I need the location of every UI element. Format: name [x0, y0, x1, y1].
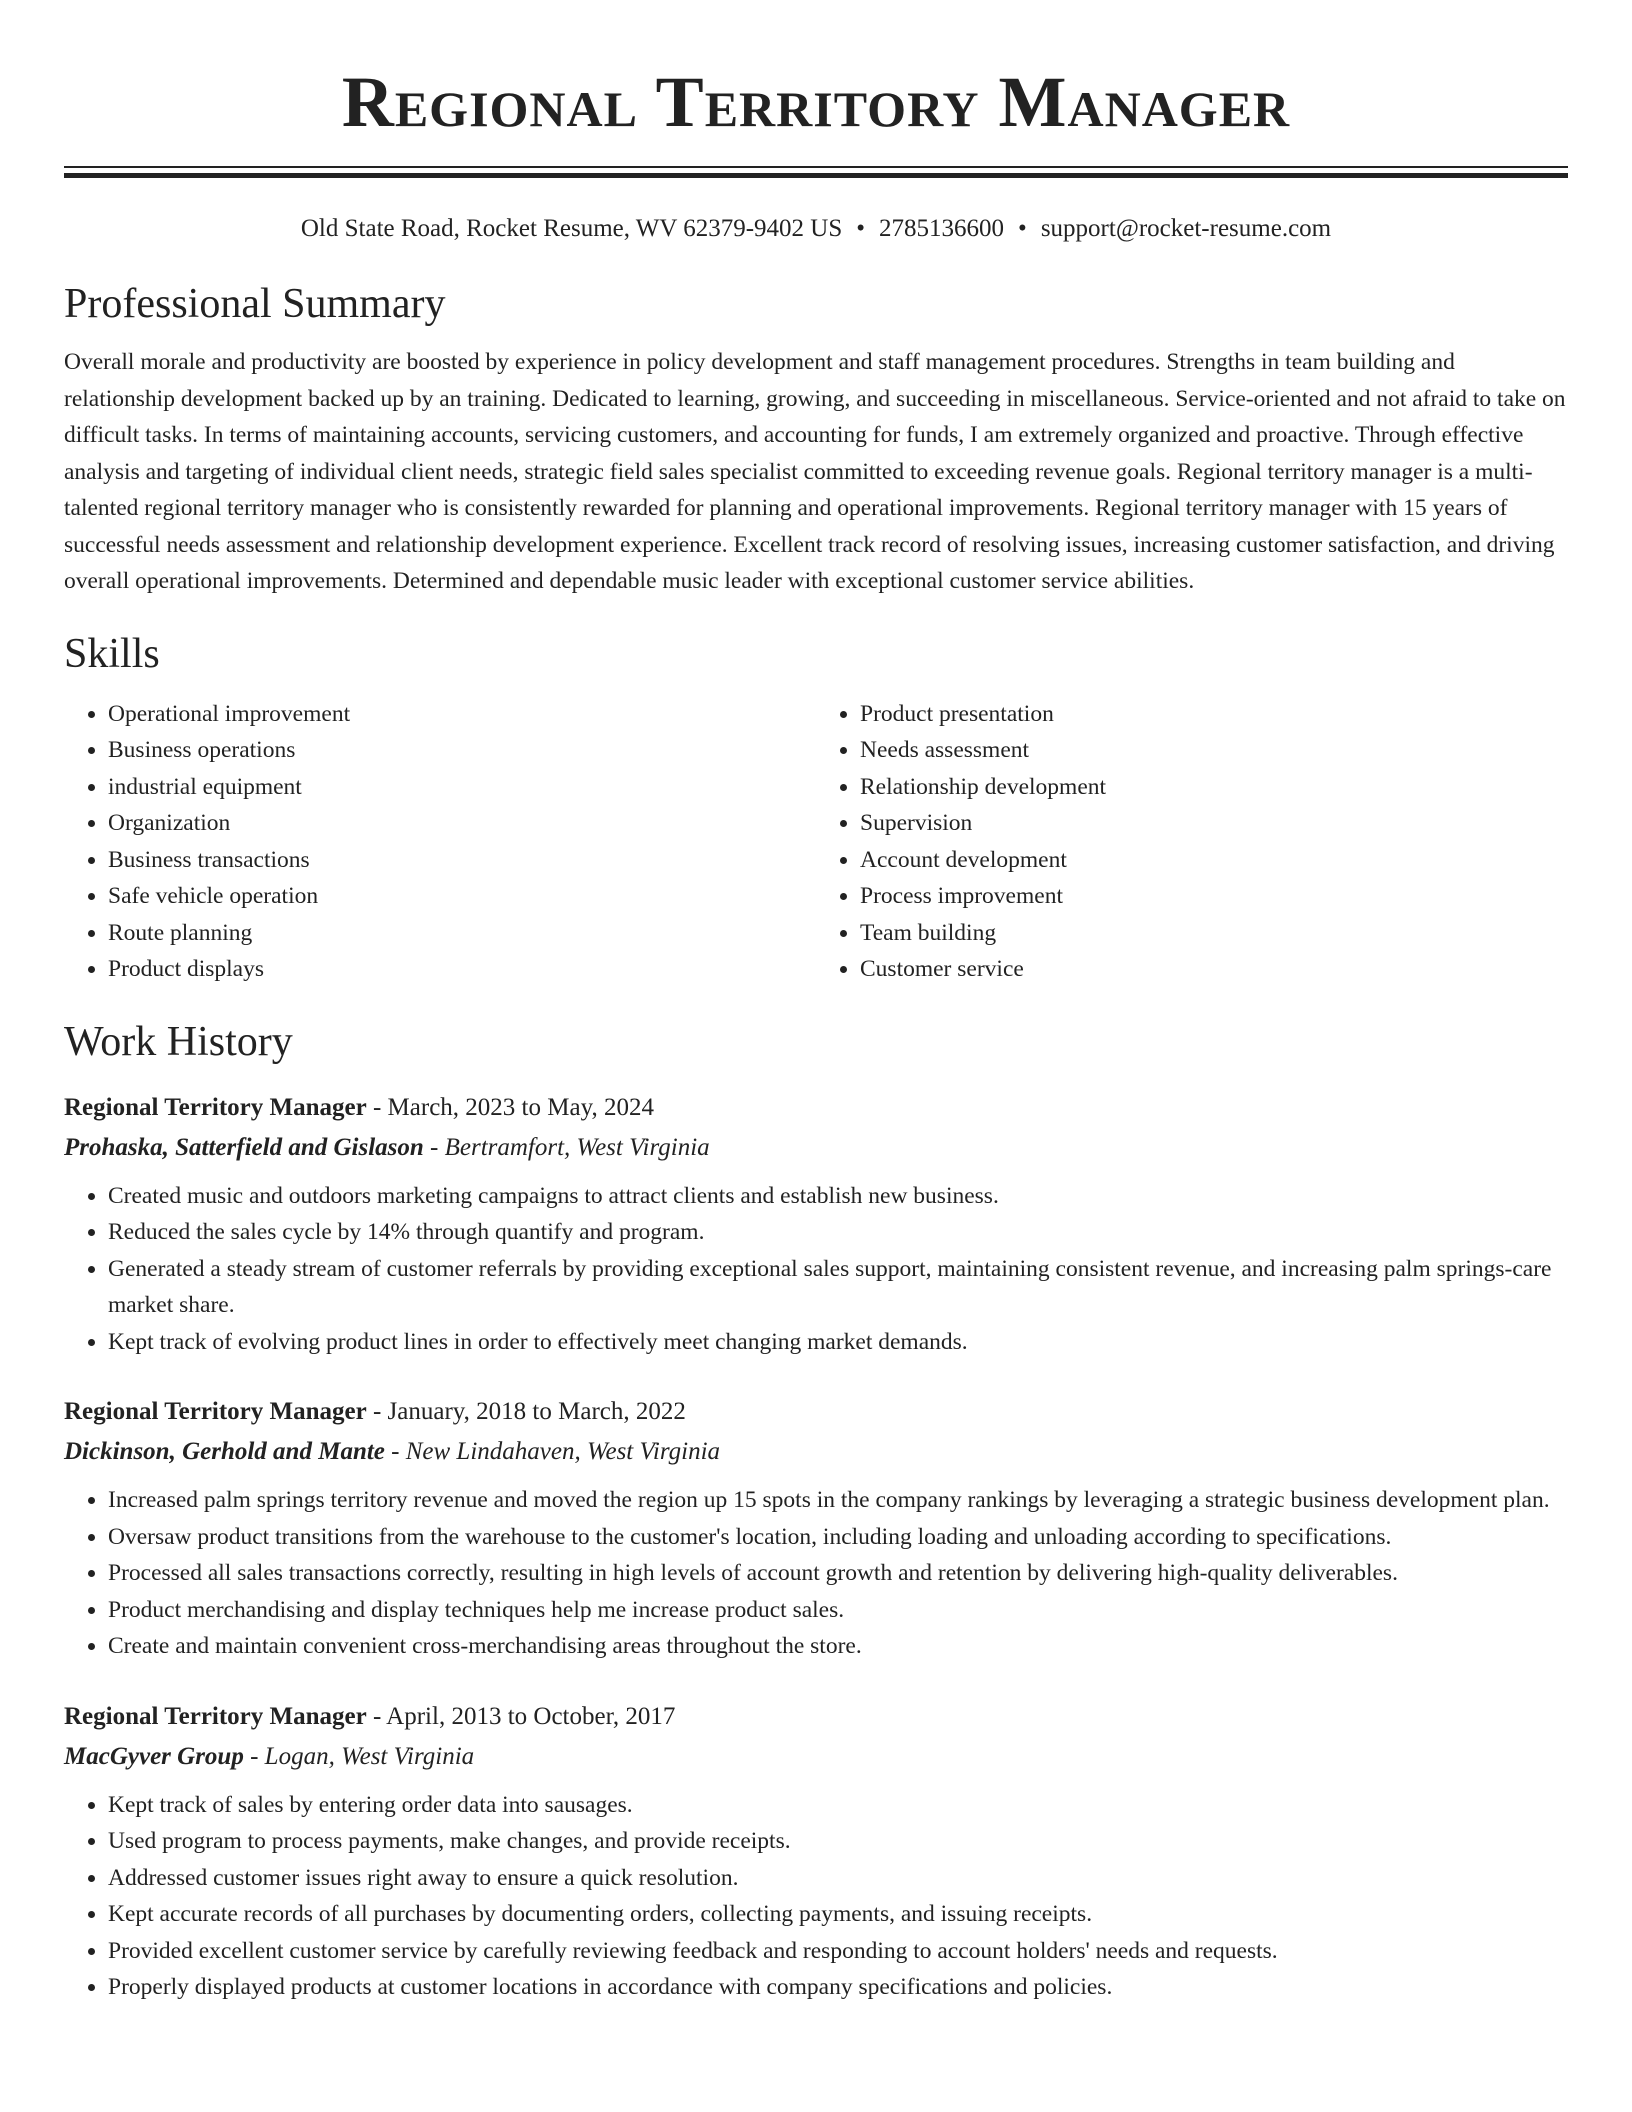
job-bullet: • Increased palm springs territory revenue and moved the region up 15 spots in the company rankings by leveraging a strategic business development plan. — [108, 1482, 1568, 1519]
resume-name: Regional Territory Manager — [341, 62, 1291, 142]
contact-separator: • — [1018, 215, 1027, 242]
skills-list — [64, 696, 1568, 988]
skill-item: • Supervision — [860, 805, 1568, 842]
job-bullet: • Product merchandising and display techniques help me increase product sales. — [108, 1592, 1568, 1629]
job-dates: - March, 2023 to May, 2024 — [366, 1093, 654, 1121]
skill-item: • Process improvement — [860, 878, 1568, 915]
job-company-line — [64, 1128, 1568, 1168]
skill-item: • Account development — [860, 842, 1568, 879]
job-bullet: • Generated a steady stream of customer referrals by providing exceptional sales support, maintaining consistent revenue, and increasing palm springs-care market share. — [108, 1251, 1568, 1324]
skill-item: • Business operations — [108, 732, 816, 769]
header-rule-thick — [64, 173, 1568, 178]
job-bullet: • Used program to process payments, make changes, and provide receipts. — [108, 1823, 1568, 1860]
job-title: Regional Territory Manager — [64, 1398, 367, 1425]
job-company-line — [64, 1737, 1568, 1777]
job-bullet: • Properly displayed products at customer locations in accordance with company specifications and policies. — [108, 1969, 1568, 2006]
contact-separator: • — [856, 215, 866, 242]
job-bullet: • Kept accurate records of all purchases by documenting orders, collecting payments, and issuing receipts. — [108, 1896, 1568, 1933]
job-entry — [64, 1697, 1568, 2006]
contact-phone: 2785136600 — [879, 215, 1005, 242]
job-company: Dickinson, Gerhold and Mante — [64, 1438, 385, 1465]
job-company-line — [64, 1432, 1568, 1472]
skill-item: • Relationship development — [860, 769, 1568, 806]
job-title-line — [64, 1392, 1568, 1432]
job-entry — [64, 1088, 1568, 1361]
job-location: - Bertramfort, West Virginia — [423, 1133, 710, 1161]
job-location: - New Lindahaven, West Virginia — [384, 1438, 721, 1465]
skill-item: • Organization — [108, 805, 816, 842]
skill-item: • Product displays — [108, 951, 816, 988]
work-history-heading: Work History — [64, 1018, 293, 1065]
job-company: Prohaska, Satterfield and Gislason — [64, 1133, 424, 1161]
contact-address: Old State Road, Rocket Resume, WV 62379-9402 US — [300, 215, 843, 242]
job-entry — [64, 1392, 1568, 1665]
skills-heading: Skills — [64, 630, 160, 677]
contact-line — [64, 212, 1568, 246]
skill-item: • Route planning — [108, 915, 816, 952]
skill-item: • Product presentation — [860, 696, 1568, 733]
job-bullets — [64, 1178, 1568, 1361]
skill-item: • Team building — [860, 915, 1568, 952]
job-bullet: • Create and maintain convenient cross-merchandising areas throughout the store. — [108, 1628, 1568, 1665]
job-bullet: • Oversaw product transitions from the warehouse to the customer's location, including loading and unloading according to specifications. — [108, 1519, 1568, 1556]
contact-email: support@rocket-resume.com — [1040, 215, 1332, 242]
job-title-line — [64, 1088, 1568, 1128]
job-bullets — [64, 1482, 1568, 1665]
job-bullets — [64, 1787, 1568, 2006]
job-bullet: • Addressed customer issues right away to ensure a quick resolution. — [108, 1860, 1568, 1897]
job-bullet: • Provided excellent customer service by carefully reviewing feedback and responding to account holders' needs and requests. — [108, 1933, 1568, 1970]
skill-item: • Business transactions — [108, 842, 816, 879]
header-rule-thin — [64, 166, 1568, 168]
job-title-line — [64, 1697, 1568, 1737]
job-bullet: • Created music and outdoors marketing campaigns to attract clients and establish new business. — [108, 1178, 1568, 1215]
job-location: - Logan, West Virginia — [243, 1742, 475, 1770]
skill-item: • Needs assessment — [860, 732, 1568, 769]
summary-text: Overall morale and productivity are boosted by experience in policy development and staff management procedures. Strengths in team building and relationship development backed up by an training. Dedicated to learning, growing, and succeeding in miscellaneous. Service-oriented and not afraid to take on difficult tasks. In terms of maintaining accounts, servicing customers, and accounting for funds, I am extremely organized and proactive. Through effective analysis and targeting of individual client needs, strategic field sales specialist committed to exceeding revenue goals. Regional territory manager is a multi-talented regional territory manager who is consistently rewarded for planning and operational improvements. Regional territory manager with 15 years of successful needs assessment and relationship development experience. Excellent track record of resolving issues, increasing customer satisfaction, and driving overall operational improvements. Determined and dependable music leader with exceptional customer service abilities. — [64, 349, 1566, 594]
job-dates: - April, 2013 to October, 2017 — [366, 1702, 676, 1730]
job-bullet: • Kept track of evolving product lines in order to effectively meet changing market demands. — [108, 1324, 1568, 1361]
job-title: Regional Territory Manager — [64, 1093, 367, 1121]
summary-heading: Professional Summary — [64, 281, 446, 327]
job-bullet: • Kept track of sales by entering order data into sausages. — [108, 1787, 1568, 1824]
job-bullet: • Processed all sales transactions correctly, resulting in high levels of account growth and retention by delivering high-quality deliverables. — [108, 1555, 1568, 1592]
skill-item: • Safe vehicle operation — [108, 878, 816, 915]
skill-item: • industrial equipment — [108, 769, 816, 806]
skills-column-right — [816, 696, 1568, 988]
job-bullet: • Reduced the sales cycle by 14% through quantify and program. — [108, 1214, 1568, 1251]
job-title: Regional Territory Manager — [64, 1702, 367, 1730]
skill-item: • Customer service — [860, 951, 1568, 988]
job-company: MacGyver Group — [64, 1742, 244, 1770]
job-dates: - January, 2018 to March, 2022 — [366, 1398, 686, 1425]
skill-item: • Operational improvement — [108, 696, 816, 733]
skills-column-left — [64, 696, 816, 988]
